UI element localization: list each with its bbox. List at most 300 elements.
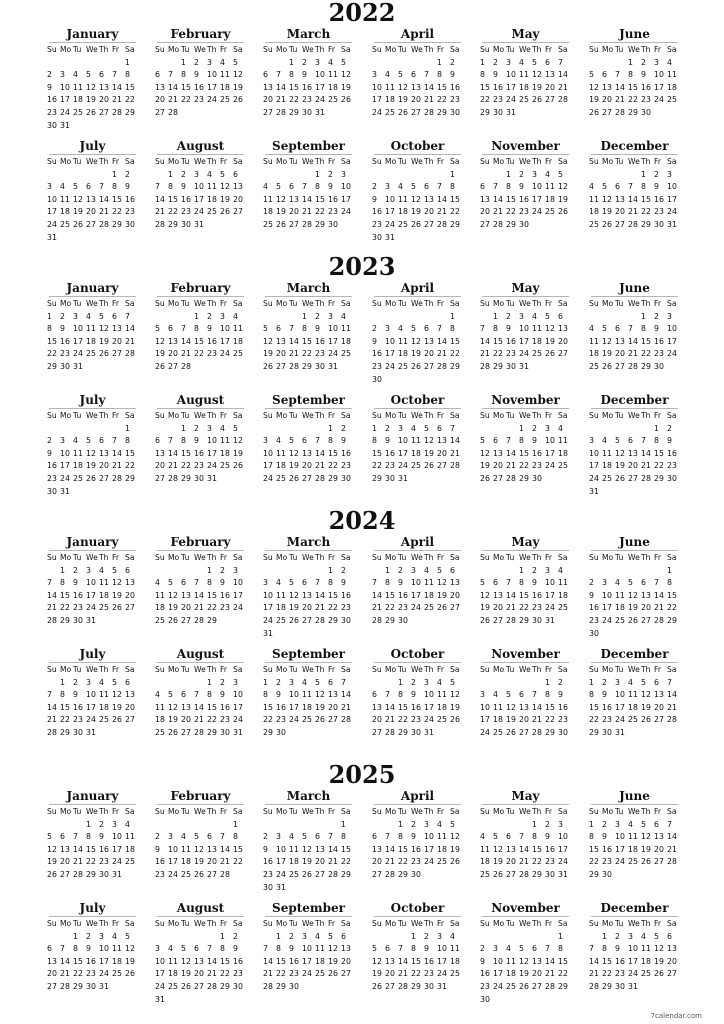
- week-row: [47, 94, 138, 107]
- month-block: [372, 139, 463, 244]
- day-cell: 16: [263, 857, 273, 867]
- empty-day-cell: [411, 169, 424, 182]
- day-cell: 29: [60, 615, 70, 625]
- day-cell: 16: [220, 590, 230, 600]
- day-cell: 11: [125, 832, 135, 842]
- weekday-label: We: [411, 665, 423, 674]
- week-row: [589, 348, 680, 361]
- weekday-label: Th: [207, 411, 217, 420]
- day-cell: 15: [519, 590, 529, 600]
- day-cell: 23: [667, 461, 677, 471]
- day-cell: 27: [112, 349, 122, 359]
- week-row: [47, 615, 138, 628]
- weekday-label: Mo: [602, 665, 614, 674]
- day-cell: 28: [155, 219, 165, 229]
- day-cell: 21: [667, 844, 677, 854]
- day-cell: 26: [602, 361, 612, 371]
- month-name: March: [265, 789, 352, 805]
- weekday-label: We: [86, 45, 98, 54]
- day-cell: 26: [615, 473, 625, 483]
- day-cell: 4: [341, 311, 346, 321]
- empty-day-cell: [545, 473, 558, 486]
- day-cell: 2: [73, 565, 78, 575]
- day-cell: 18: [411, 448, 421, 458]
- day-cell: 20: [47, 969, 57, 979]
- weekday-label: Th: [315, 665, 325, 674]
- empty-day-cell: [112, 57, 125, 70]
- month-name: January: [49, 27, 136, 43]
- week-row: [263, 702, 354, 715]
- day-cell: 23: [411, 857, 421, 867]
- day-cell: 18: [328, 82, 338, 92]
- month-block: [589, 393, 680, 498]
- day-cell: 17: [341, 194, 351, 204]
- day-cell: 11: [99, 690, 109, 700]
- week-row: [372, 423, 463, 436]
- day-cell: 17: [168, 857, 178, 867]
- day-cell: 24: [263, 615, 273, 625]
- day-cell: 14: [558, 70, 568, 80]
- weekday-label: Su: [589, 299, 599, 308]
- empty-day-cell: [480, 931, 493, 944]
- day-cell: 23: [372, 361, 382, 371]
- weekday-label: Sa: [558, 45, 568, 54]
- day-cell: 21: [398, 969, 408, 979]
- day-cell: 26: [233, 461, 243, 471]
- weekday-label: Sa: [558, 157, 568, 166]
- month-block: [155, 647, 246, 740]
- day-cell: 19: [641, 702, 651, 712]
- day-cell: 30: [493, 107, 503, 117]
- day-cell: 12: [181, 956, 191, 966]
- day-cell: 10: [372, 82, 382, 92]
- day-cell: 19: [233, 82, 243, 92]
- day-cell: 30: [372, 374, 382, 384]
- week-row: [47, 435, 138, 448]
- empty-day-cell: [480, 169, 493, 182]
- day-cell: 17: [86, 590, 96, 600]
- day-cell: 19: [411, 207, 421, 217]
- day-cell: 5: [602, 182, 607, 192]
- day-cell: 28: [641, 473, 651, 483]
- day-cell: 7: [112, 70, 117, 80]
- day-cell: 10: [385, 336, 395, 346]
- weekday-header: [372, 44, 463, 57]
- day-cell: 15: [450, 336, 460, 346]
- week-row: [589, 869, 680, 882]
- day-cell: 3: [602, 578, 607, 588]
- day-cell: 12: [86, 448, 96, 458]
- day-cell: 27: [450, 603, 460, 613]
- empty-day-cell: [411, 232, 424, 245]
- day-cell: 30: [411, 869, 421, 879]
- month-name: September: [265, 139, 352, 155]
- weekday-header: [263, 298, 354, 311]
- weekday-label: Fr: [328, 553, 335, 562]
- day-cell: 20: [372, 857, 382, 867]
- weekday-label: Th: [424, 919, 434, 928]
- day-cell: 27: [289, 219, 299, 229]
- day-cell: 22: [315, 207, 325, 217]
- day-cell: 21: [506, 461, 516, 471]
- empty-day-cell: [519, 994, 532, 1007]
- day-cell: 25: [589, 219, 599, 229]
- day-cell: 25: [99, 603, 109, 613]
- day-cell: 20: [233, 194, 243, 204]
- empty-day-cell: [667, 727, 680, 740]
- empty-day-cell: [263, 565, 276, 578]
- day-cell: 15: [289, 82, 299, 92]
- day-cell: 16: [207, 336, 217, 346]
- day-cell: 12: [302, 844, 312, 854]
- day-cell: 3: [667, 311, 672, 321]
- day-cell: 4: [181, 832, 186, 842]
- day-cell: 16: [493, 82, 503, 92]
- weekday-label: Mo: [60, 919, 72, 928]
- day-cell: 5: [519, 944, 524, 954]
- day-cell: 27: [125, 603, 135, 613]
- day-cell: 5: [398, 70, 403, 80]
- month-block: [480, 535, 571, 628]
- weekday-label: Mo: [385, 807, 397, 816]
- day-cell: 3: [628, 931, 633, 941]
- week-row: [47, 232, 138, 245]
- day-cell: 9: [602, 832, 607, 842]
- weekday-header: [47, 298, 138, 311]
- day-cell: 26: [289, 615, 299, 625]
- weekday-label: Fr: [112, 807, 119, 816]
- day-cell: 17: [424, 844, 434, 854]
- empty-day-cell: [545, 107, 558, 120]
- day-cell: 3: [558, 819, 563, 829]
- empty-day-cell: [493, 565, 506, 578]
- week-row: [47, 956, 138, 969]
- weekday-label: We: [628, 807, 640, 816]
- week-row: [589, 435, 680, 448]
- day-cell: 23: [641, 95, 651, 105]
- empty-day-cell: [602, 565, 615, 578]
- day-cell: 3: [220, 311, 225, 321]
- day-cell: 13: [125, 578, 135, 588]
- day-cell: 28: [480, 361, 490, 371]
- weekday-label: Su: [372, 157, 382, 166]
- day-cell: 21: [437, 349, 447, 359]
- day-cell: 22: [86, 857, 96, 867]
- empty-day-cell: [558, 615, 571, 628]
- empty-day-cell: [641, 727, 654, 740]
- day-cell: 24: [207, 461, 217, 471]
- day-cell: 1: [437, 57, 442, 67]
- weekday-header: [263, 918, 354, 931]
- empty-day-cell: [155, 169, 168, 182]
- day-cell: 10: [532, 182, 542, 192]
- weekday-label: Sa: [558, 807, 568, 816]
- day-cell: 2: [302, 57, 307, 67]
- weekday-label: Mo: [493, 45, 505, 54]
- day-cell: 12: [437, 578, 447, 588]
- week-row: [155, 435, 246, 448]
- empty-day-cell: [480, 311, 493, 324]
- month-block: [372, 901, 463, 994]
- day-cell: 2: [155, 832, 160, 842]
- month-block: [47, 281, 138, 374]
- day-cell: 3: [155, 944, 160, 954]
- day-cell: 28: [168, 473, 178, 483]
- empty-day-cell: [125, 486, 138, 499]
- weekday-label: Fr: [112, 553, 119, 562]
- empty-day-cell: [519, 677, 532, 690]
- empty-day-cell: [181, 311, 194, 324]
- day-cell: 11: [155, 590, 165, 600]
- empty-day-cell: [194, 819, 207, 832]
- empty-day-cell: [60, 423, 73, 436]
- empty-day-cell: [60, 57, 73, 70]
- week-row: [589, 956, 680, 969]
- day-cell: 29: [450, 361, 460, 371]
- day-cell: 9: [47, 82, 52, 92]
- weekday-header: [372, 156, 463, 169]
- day-cell: 26: [654, 969, 664, 979]
- weekday-label: Su: [589, 553, 599, 562]
- day-cell: 26: [112, 715, 122, 725]
- day-cell: 21: [220, 857, 230, 867]
- day-cell: 20: [289, 207, 299, 217]
- weekday-label: Th: [207, 553, 217, 562]
- week-row: [155, 956, 246, 969]
- day-cell: 30: [480, 994, 490, 1004]
- day-cell: 12: [450, 832, 460, 842]
- day-cell: 13: [385, 956, 395, 966]
- weekday-label: We: [302, 45, 314, 54]
- day-cell: 2: [194, 57, 199, 67]
- day-cell: 7: [341, 677, 346, 687]
- weekday-label: Mo: [493, 919, 505, 928]
- day-cell: 5: [263, 324, 268, 334]
- day-cell: 31: [385, 232, 395, 242]
- day-cell: 8: [628, 70, 633, 80]
- weekday-header: [372, 298, 463, 311]
- weekday-label: We: [302, 665, 314, 674]
- day-cell: 27: [86, 219, 96, 229]
- weekday-label: We: [628, 919, 640, 928]
- week-row: [480, 565, 571, 578]
- empty-day-cell: [220, 615, 233, 628]
- week-row: [263, 348, 354, 361]
- empty-day-cell: [615, 57, 628, 70]
- day-cell: 5: [168, 690, 173, 700]
- week-row: [480, 615, 571, 628]
- day-cell: 25: [168, 981, 178, 991]
- day-cell: 16: [398, 590, 408, 600]
- day-cell: 24: [532, 207, 542, 217]
- empty-day-cell: [532, 107, 545, 120]
- day-cell: 19: [289, 461, 299, 471]
- day-cell: 12: [263, 336, 273, 346]
- week-row: [47, 968, 138, 981]
- day-cell: 31: [506, 107, 516, 117]
- weekday-label: Th: [641, 665, 651, 674]
- day-cell: 8: [398, 832, 403, 842]
- day-cell: 4: [220, 57, 225, 67]
- week-row: [263, 602, 354, 615]
- day-cell: 21: [155, 207, 165, 217]
- day-cell: 23: [47, 107, 57, 117]
- day-cell: 21: [385, 715, 395, 725]
- day-cell: 13: [99, 82, 109, 92]
- empty-day-cell: [315, 565, 328, 578]
- day-cell: 13: [181, 702, 191, 712]
- day-cell: 19: [233, 448, 243, 458]
- day-cell: 1: [125, 423, 130, 433]
- day-cell: 27: [493, 473, 503, 483]
- day-cell: 28: [628, 361, 638, 371]
- day-cell: 30: [667, 473, 677, 483]
- weekday-label: Tu: [181, 807, 190, 816]
- day-cell: 14: [168, 448, 178, 458]
- week-row: [263, 677, 354, 690]
- day-cell: 11: [602, 448, 612, 458]
- day-cell: 16: [86, 956, 96, 966]
- day-cell: 2: [47, 70, 52, 80]
- day-cell: 12: [155, 336, 165, 346]
- day-cell: 10: [60, 448, 70, 458]
- empty-day-cell: [315, 819, 328, 832]
- day-cell: 10: [480, 702, 490, 712]
- day-cell: 20: [480, 207, 490, 217]
- day-cell: 12: [506, 702, 516, 712]
- day-cell: 19: [480, 461, 490, 471]
- month-name: February: [157, 281, 244, 297]
- weekday-label: Tu: [73, 411, 82, 420]
- weekday-label: Su: [263, 299, 273, 308]
- week-row: [155, 615, 246, 628]
- day-cell: 22: [372, 461, 382, 471]
- day-cell: 28: [667, 715, 677, 725]
- empty-day-cell: [276, 628, 289, 641]
- year-title: 2022: [328, 0, 396, 27]
- day-cell: 16: [233, 956, 243, 966]
- day-cell: 1: [641, 311, 646, 321]
- day-cell: 10: [667, 182, 677, 192]
- day-cell: 12: [233, 436, 243, 446]
- day-cell: 6: [506, 832, 511, 842]
- day-cell: 10: [276, 844, 286, 854]
- day-cell: 28: [519, 869, 529, 879]
- day-cell: 8: [328, 578, 333, 588]
- empty-day-cell: [437, 311, 450, 324]
- empty-day-cell: [207, 219, 220, 232]
- day-cell: 22: [181, 461, 191, 471]
- day-cell: 3: [47, 182, 52, 192]
- day-cell: 17: [589, 461, 599, 471]
- day-cell: 1: [519, 565, 524, 575]
- week-row: [372, 57, 463, 70]
- day-cell: 26: [519, 981, 529, 991]
- day-cell: 5: [328, 931, 333, 941]
- day-cell: 8: [181, 436, 186, 446]
- day-cell: 28: [615, 107, 625, 117]
- day-cell: 27: [328, 715, 338, 725]
- week-row: [263, 181, 354, 194]
- month-block: [589, 281, 680, 374]
- day-cell: 1: [263, 677, 268, 687]
- empty-day-cell: [112, 423, 125, 436]
- day-cell: 9: [602, 690, 607, 700]
- week-row: [263, 194, 354, 207]
- day-cell: 18: [155, 715, 165, 725]
- day-cell: 12: [641, 832, 651, 842]
- week-row: [47, 82, 138, 95]
- month-name: May: [482, 535, 569, 551]
- day-cell: 29: [263, 727, 273, 737]
- day-cell: 3: [263, 578, 268, 588]
- empty-day-cell: [506, 677, 519, 690]
- month-name: March: [265, 281, 352, 297]
- day-cell: 5: [424, 423, 429, 433]
- empty-day-cell: [589, 423, 602, 436]
- day-cell: 29: [589, 869, 599, 879]
- empty-day-cell: [545, 994, 558, 1007]
- weekday-label: Fr: [654, 157, 661, 166]
- day-cell: 30: [289, 981, 299, 991]
- day-cell: 7: [493, 182, 498, 192]
- day-cell: 11: [506, 956, 516, 966]
- week-row: [155, 714, 246, 727]
- day-cell: 5: [480, 578, 485, 588]
- day-cell: 8: [641, 324, 646, 334]
- week-row: [47, 702, 138, 715]
- day-cell: 18: [385, 95, 395, 105]
- day-cell: 1: [328, 565, 333, 575]
- day-cell: 16: [506, 336, 516, 346]
- day-cell: 19: [628, 603, 638, 613]
- weekday-label: We: [194, 665, 206, 674]
- day-cell: 24: [519, 349, 529, 359]
- day-cell: 22: [641, 207, 651, 217]
- day-cell: 22: [289, 95, 299, 105]
- month-name: December: [591, 901, 678, 917]
- day-cell: 17: [480, 715, 490, 725]
- day-cell: 7: [385, 832, 390, 842]
- day-cell: 23: [424, 969, 434, 979]
- empty-day-cell: [233, 615, 246, 628]
- day-cell: 15: [60, 702, 70, 712]
- weekday-label: Mo: [168, 45, 180, 54]
- empty-day-cell: [480, 423, 493, 436]
- week-row: [263, 981, 354, 994]
- day-cell: 29: [493, 361, 503, 371]
- weekday-label: Fr: [437, 299, 444, 308]
- day-cell: 12: [411, 336, 421, 346]
- weekday-label: We: [302, 157, 314, 166]
- week-row: [372, 727, 463, 740]
- day-cell: 21: [493, 207, 503, 217]
- week-row: [155, 423, 246, 436]
- empty-day-cell: [519, 819, 532, 832]
- day-cell: 3: [60, 70, 65, 80]
- day-cell: 24: [207, 95, 217, 105]
- weekday-label: Tu: [289, 807, 298, 816]
- weekday-label: Sa: [233, 157, 243, 166]
- weekday-label: Mo: [168, 665, 180, 674]
- day-cell: 7: [385, 690, 390, 700]
- day-cell: 24: [276, 869, 286, 879]
- day-cell: 21: [385, 857, 395, 867]
- day-cell: 20: [667, 956, 677, 966]
- day-cell: 9: [480, 956, 485, 966]
- day-cell: 15: [233, 844, 243, 854]
- weekday-label: Th: [532, 411, 542, 420]
